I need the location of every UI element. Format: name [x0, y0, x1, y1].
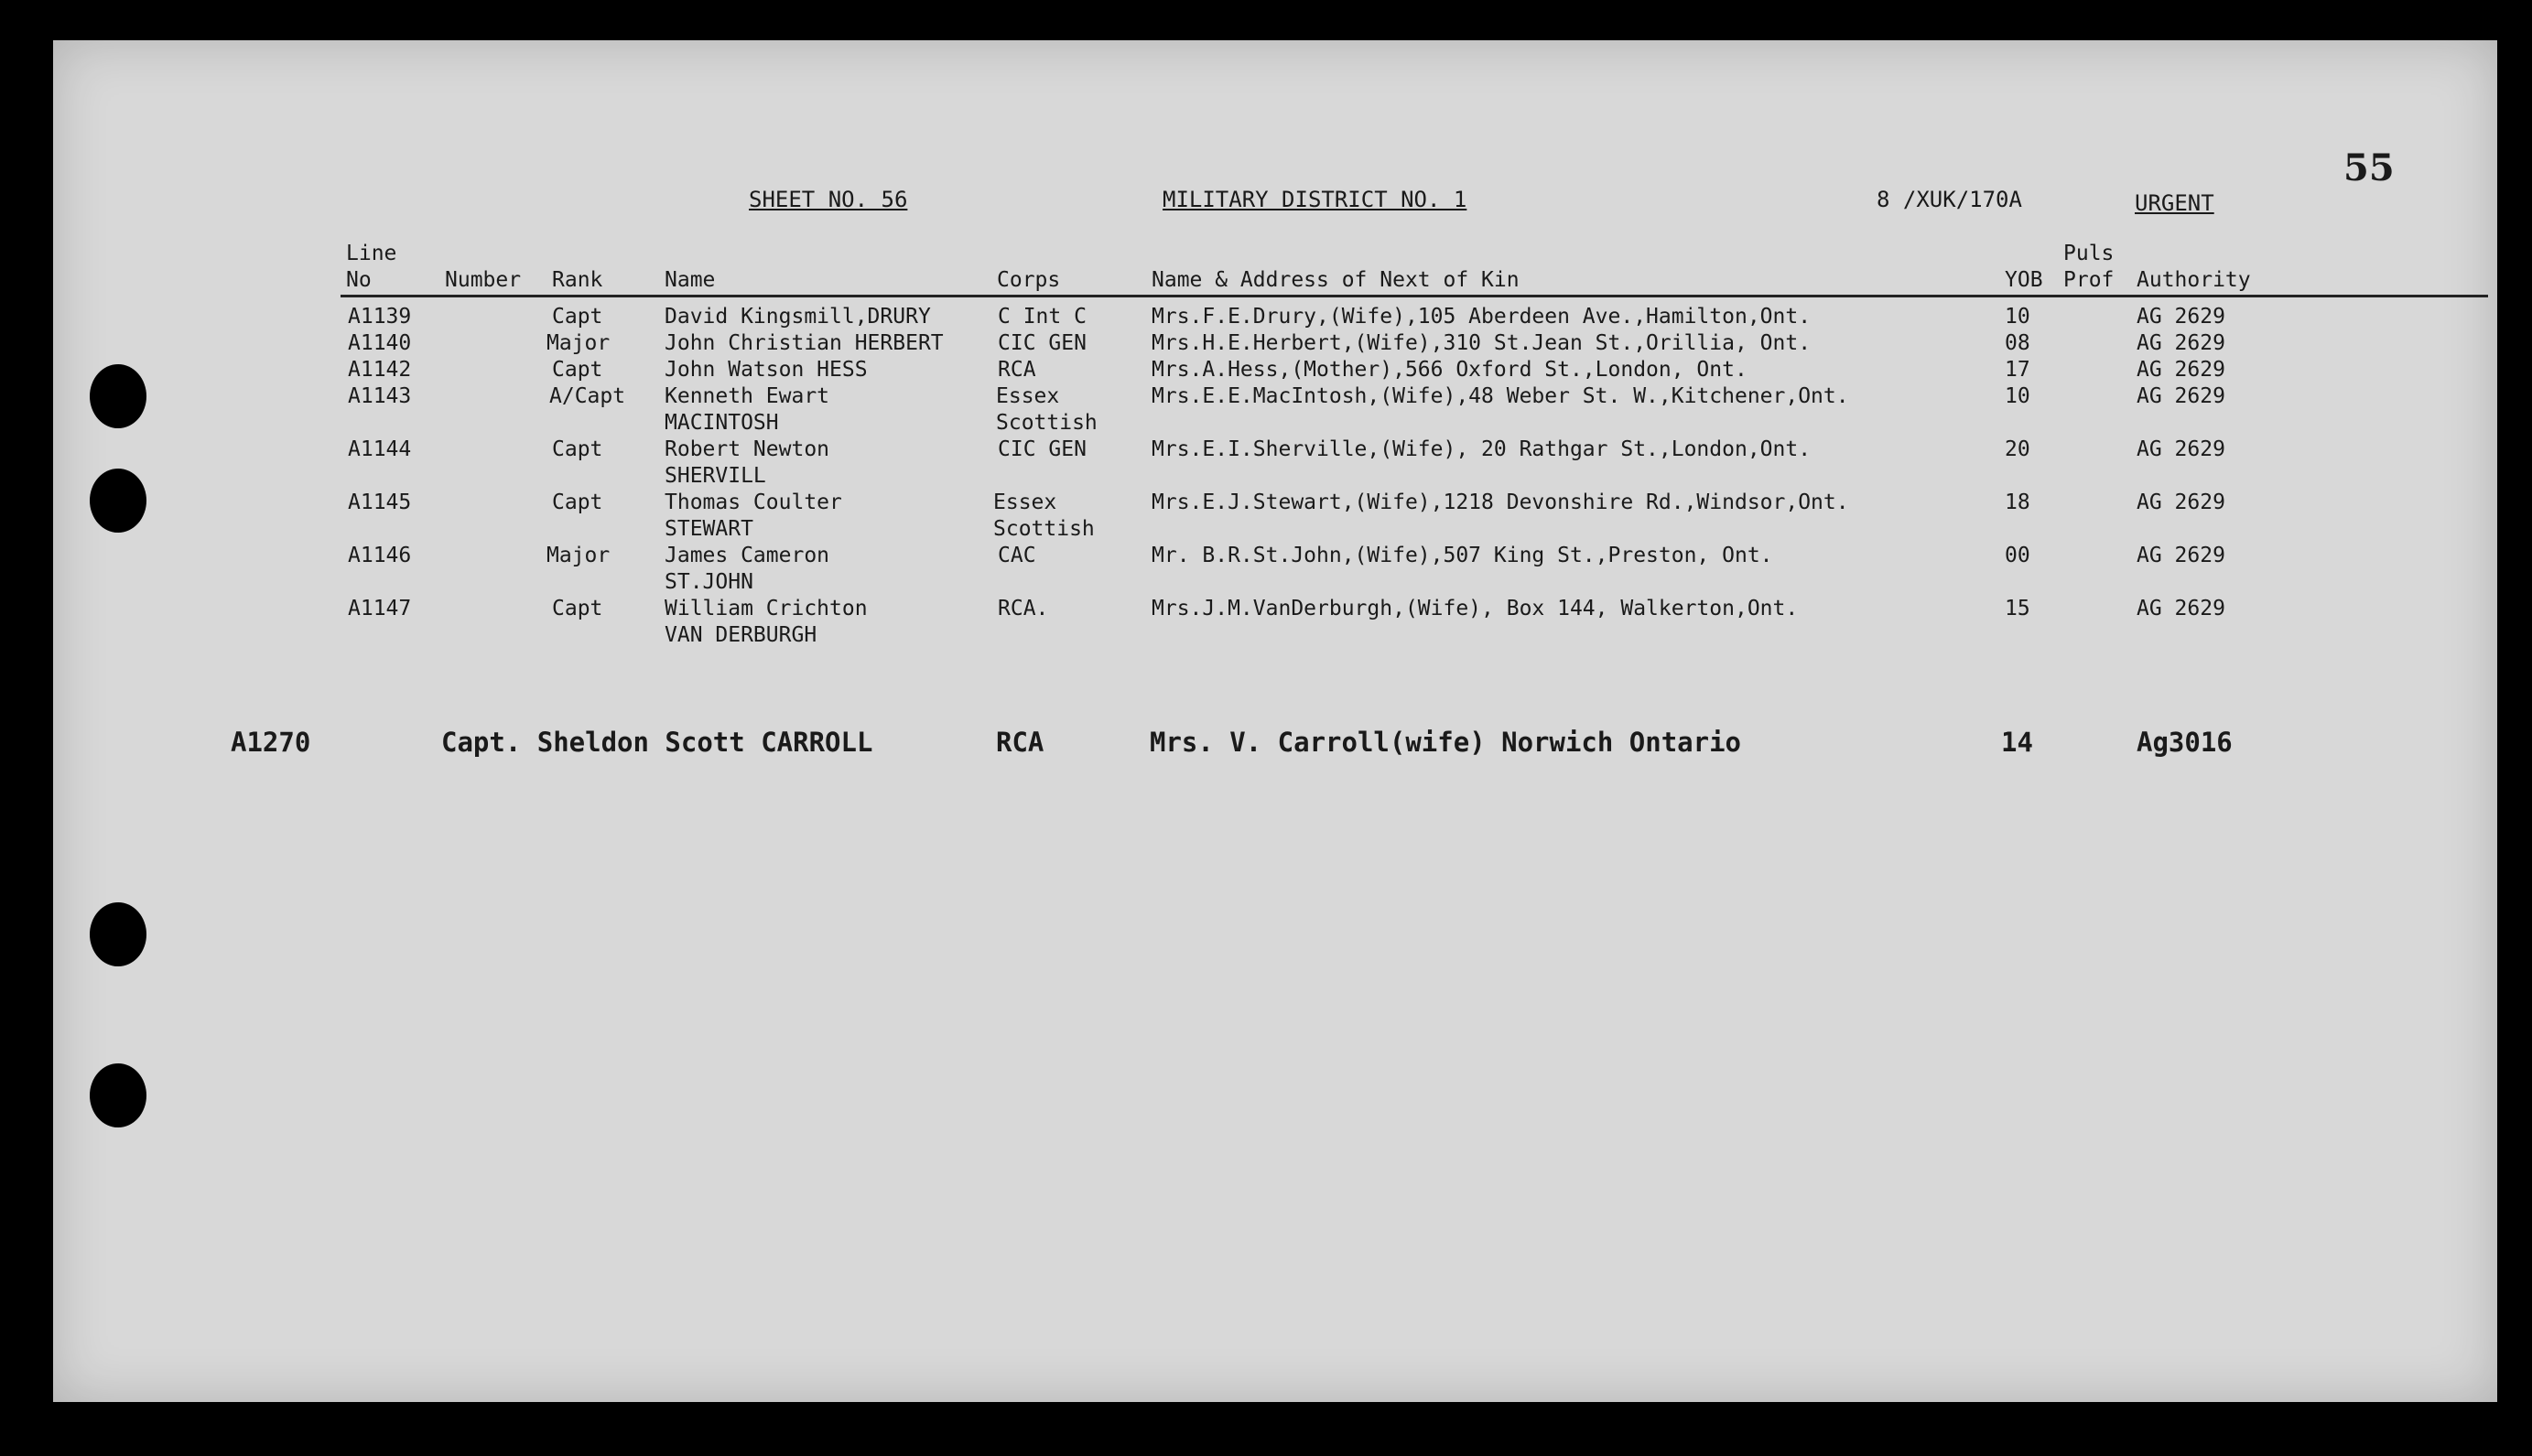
row-next-of-kin: Mrs.H.E.Herbert,(Wife),310 St.Jean St.,Orillia, Ont. [1152, 331, 1812, 355]
row-authority: AG 2629 [2137, 544, 2225, 567]
row-next-of-kin: Mrs.E.E.MacIntosh,(Wife),48 Weber St. W.,Kitchener,Ont. [1152, 384, 1849, 408]
row-name-surname: MACINTOSH [665, 411, 779, 435]
row-authority: AG 2629 [2137, 384, 2225, 408]
row-line-no: A1142 [348, 358, 412, 382]
row-rank: A/Capt [549, 384, 626, 408]
row-line-no: A1145 [348, 491, 412, 514]
col-authority: Authority [2137, 268, 2251, 292]
row-authority: AG 2629 [2137, 597, 2225, 620]
row-next-of-kin: Mrs.E.J.Stewart,(Wife),1218 Devonshire Rd.,Windsor,Ont. [1152, 491, 1849, 514]
row-corps: CIC GEN [998, 331, 1087, 355]
row-yob: 18 [2005, 491, 2030, 514]
addendum-line-no: A1270 [231, 727, 311, 758]
punch-hole [90, 364, 146, 428]
row-yob: 20 [2005, 437, 2030, 461]
col-puls-top: Puls [2063, 242, 2115, 265]
row-name: James Cameron [665, 544, 830, 567]
row-name-surname: STEWART [665, 517, 753, 541]
addendum-yob: 14 [2001, 727, 2033, 758]
header-rule [341, 295, 2488, 297]
row-corps: Essex [993, 491, 1057, 514]
row-rank: Capt [552, 358, 603, 382]
row-authority: AG 2629 [2137, 437, 2225, 461]
row-rank: Capt [552, 597, 603, 620]
row-corps: C Int C [998, 305, 1087, 329]
row-name-surname: ST.JOHN [665, 570, 753, 594]
row-line-no: A1144 [348, 437, 412, 461]
row-name: William Crichton [665, 597, 868, 620]
addendum-corps: RCA [996, 727, 1044, 758]
row-rank: Capt [552, 305, 603, 329]
row-line-no: A1139 [348, 305, 412, 329]
row-authority: AG 2629 [2137, 305, 2225, 329]
row-corps: RCA [998, 358, 1036, 382]
row-yob: 08 [2005, 331, 2030, 355]
col-corps: Corps [997, 268, 1061, 292]
row-yob: 10 [2005, 384, 2030, 408]
row-yob: 17 [2005, 358, 2030, 382]
punch-hole [90, 469, 146, 533]
row-next-of-kin: Mrs.J.M.VanDerburgh,(Wife), Box 144, Walkerton,Ont. [1152, 597, 1799, 620]
row-name: David Kingsmill,DRURY [665, 305, 931, 329]
military-district: MILITARY DISTRICT NO. 1 [1163, 187, 1467, 212]
row-line-no: A1146 [348, 544, 412, 567]
sheet-number: SHEET NO. 56 [749, 187, 908, 212]
row-rank: Capt [552, 437, 603, 461]
row-yob: 10 [2005, 305, 2030, 329]
row-corps-second: Scottish [996, 411, 1098, 435]
col-next-of-kin: Name & Address of Next of Kin [1152, 268, 1520, 292]
col-rank: Rank [552, 268, 603, 292]
row-next-of-kin: Mrs.F.E.Drury,(Wife),105 Aberdeen Ave.,Hamilton,Ont. [1152, 305, 1812, 329]
row-rank: Major [546, 544, 611, 567]
col-puls-bottom: Prof [2063, 268, 2115, 292]
row-name: Robert Newton [665, 437, 830, 461]
col-line-top: Line [346, 242, 397, 265]
row-authority: AG 2629 [2137, 491, 2225, 514]
row-next-of-kin: Mr. B.R.St.John,(Wife),507 King St.,Preston, Ont. [1152, 544, 1773, 567]
row-corps: Essex [996, 384, 1060, 408]
col-number: Number [445, 268, 522, 292]
punch-hole [90, 1063, 146, 1127]
priority-label: URGENT [2135, 190, 2214, 216]
row-corps-second: Scottish [993, 517, 1095, 541]
row-rank: Capt [552, 491, 603, 514]
row-yob: 00 [2005, 544, 2030, 567]
row-name-surname: SHERVILL [665, 464, 766, 488]
record-card [53, 40, 2497, 1402]
row-corps: CAC [998, 544, 1036, 567]
row-yob: 15 [2005, 597, 2030, 620]
row-line-no: A1147 [348, 597, 412, 620]
row-corps: CIC GEN [998, 437, 1087, 461]
addendum-next-of-kin: Mrs. V. Carroll(wife) Norwich Ontario [1150, 727, 1742, 758]
row-authority: AG 2629 [2137, 331, 2225, 355]
row-next-of-kin: Mrs.E.I.Sherville,(Wife), 20 Rathgar St.,London,Ont. [1152, 437, 1812, 461]
row-name-surname: VAN DERBURGH [665, 623, 817, 647]
row-corps: RCA. [998, 597, 1049, 620]
row-name: Kenneth Ewart [665, 384, 830, 408]
col-line-bottom: No [346, 268, 372, 292]
row-line-no: A1143 [348, 384, 412, 408]
row-rank: Major [546, 331, 611, 355]
row-next-of-kin: Mrs.A.Hess,(Mother),566 Oxford St.,London, Ont. [1152, 358, 1748, 382]
punch-hole [90, 902, 146, 966]
row-line-no: A1140 [348, 331, 412, 355]
page-number: 55 [2343, 146, 2395, 189]
row-name: John Christian HERBERT [665, 331, 944, 355]
row-authority: AG 2629 [2137, 358, 2225, 382]
addendum-authority: Ag3016 [2137, 727, 2233, 758]
row-name: Thomas Coulter [665, 491, 842, 514]
reference-code: 8 /XUK/170A [1877, 187, 2022, 212]
addendum-rank-name: Capt. Sheldon Scott CARROLL [441, 727, 873, 758]
row-name: John Watson HESS [665, 358, 868, 382]
col-yob: YOB [2005, 268, 2043, 292]
col-name: Name [665, 268, 716, 292]
